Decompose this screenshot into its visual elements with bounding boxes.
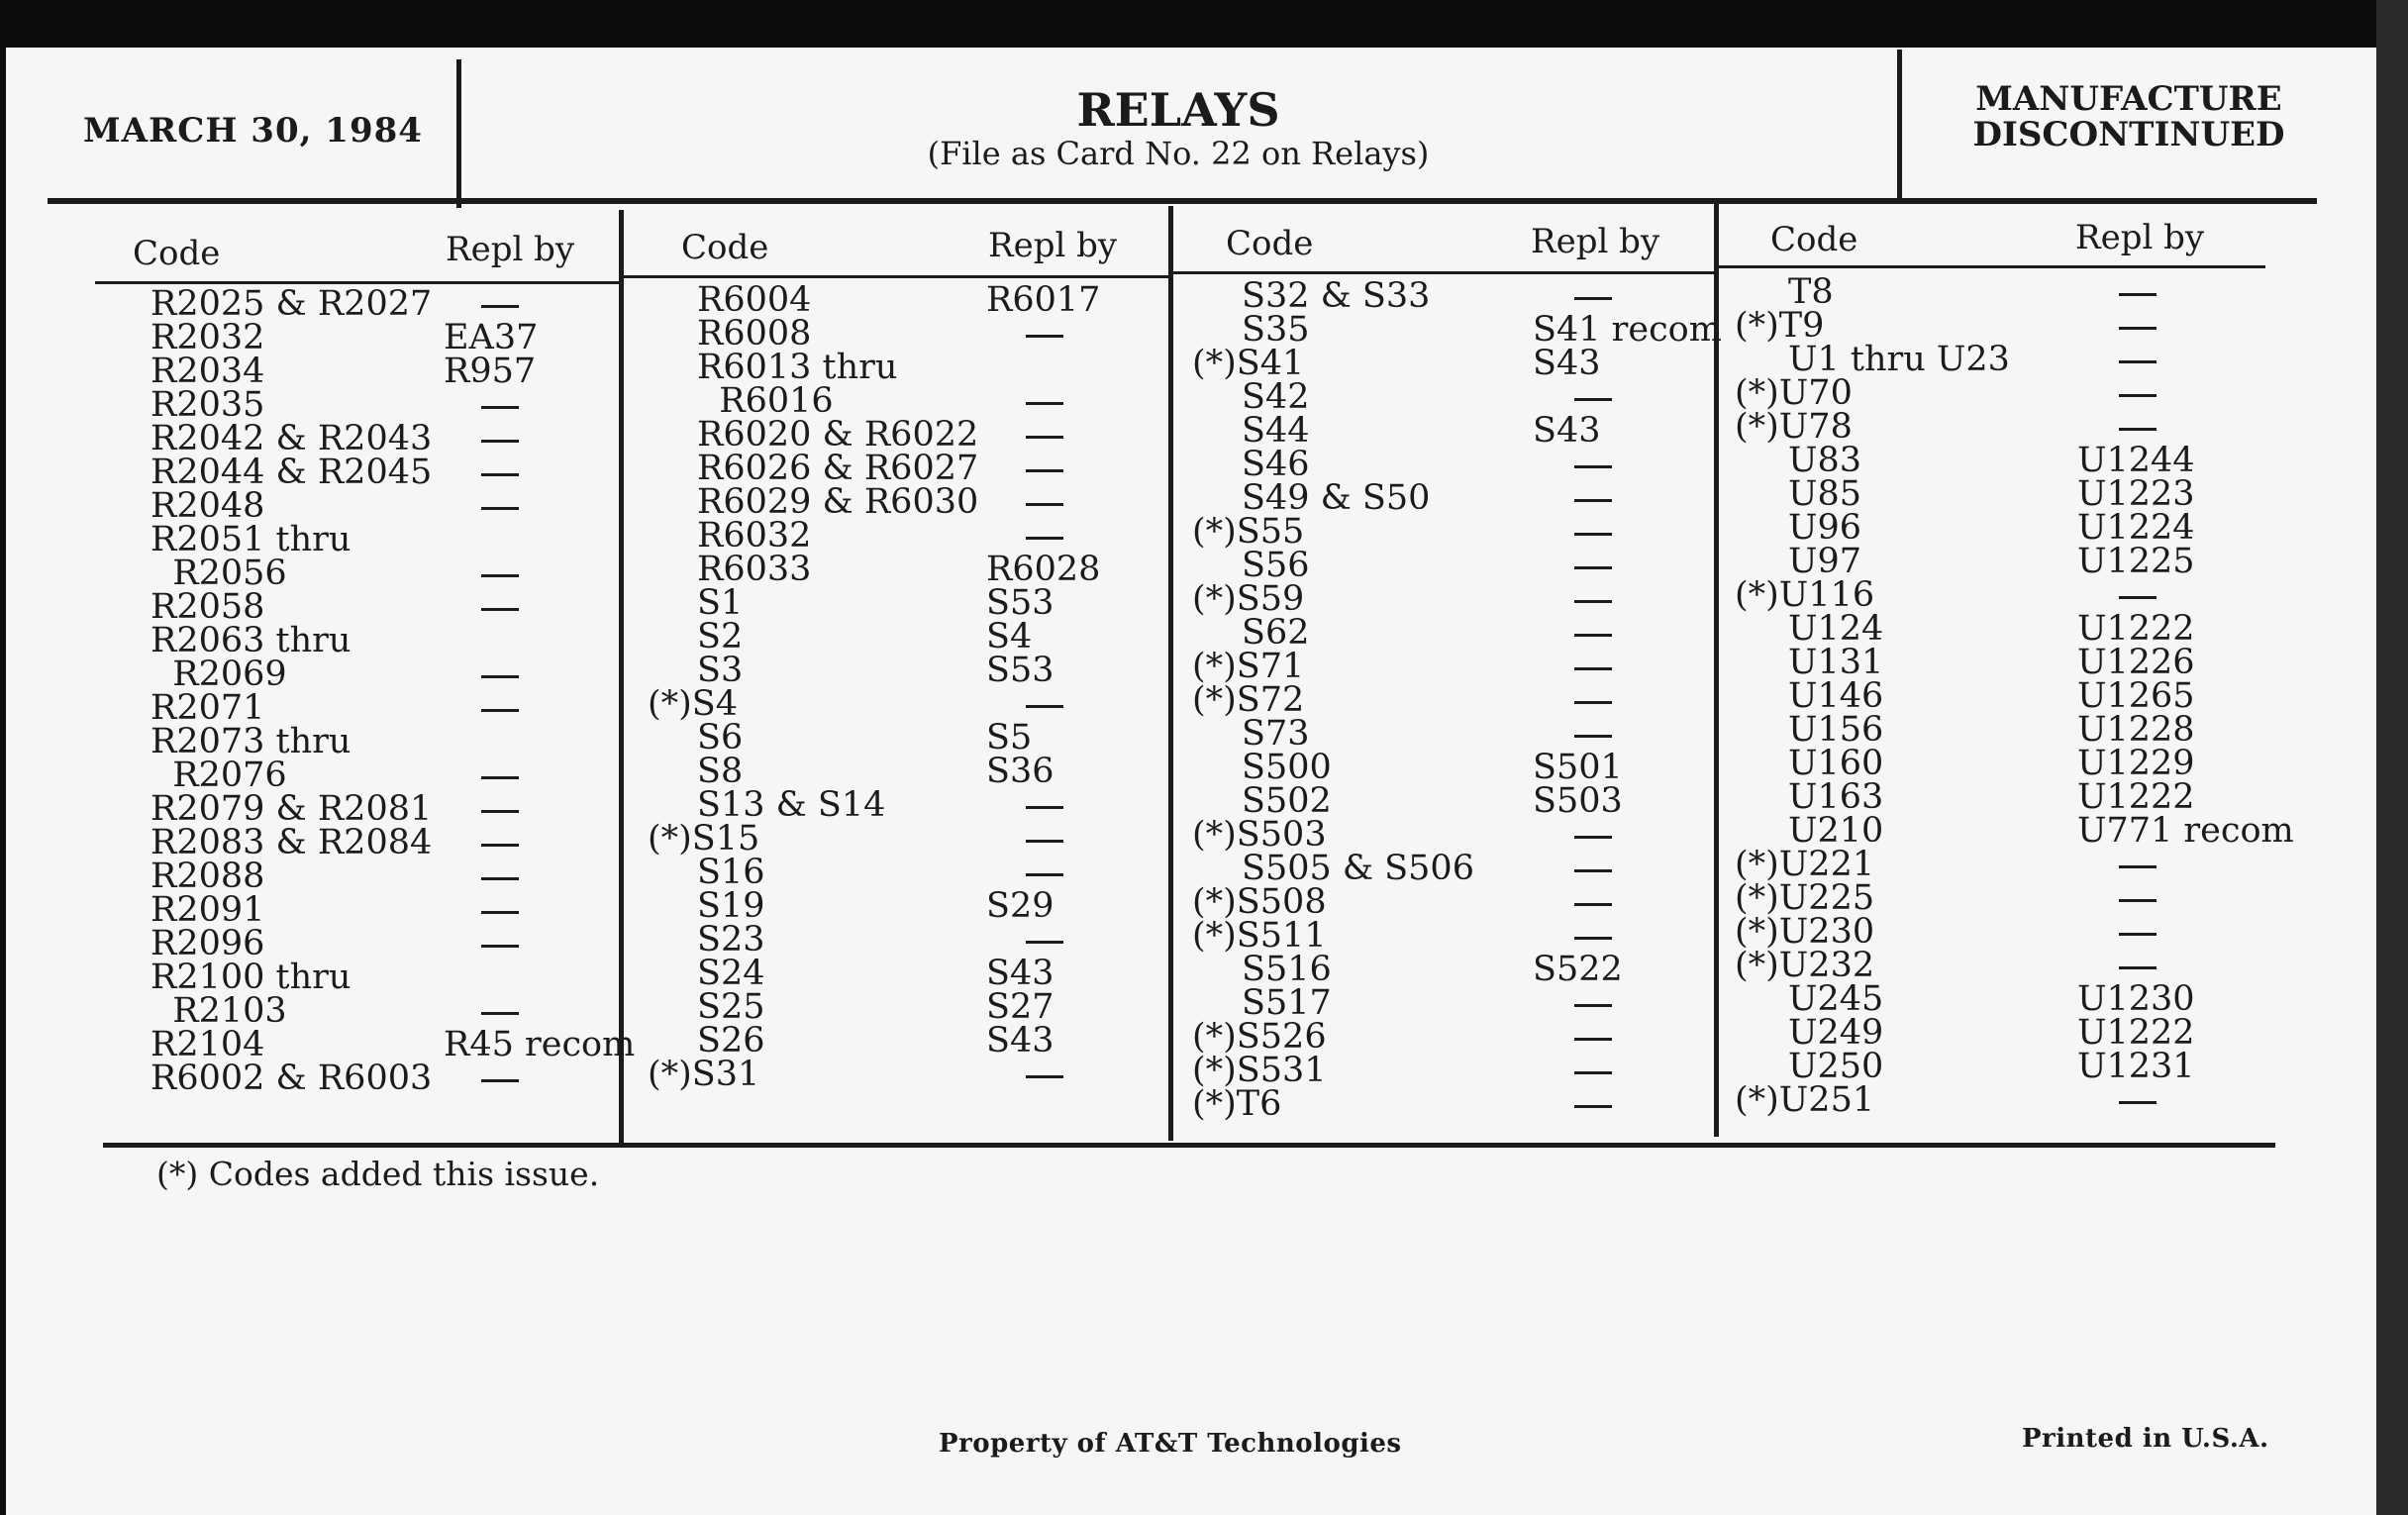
code-cell: R2091 [150, 890, 265, 930]
code-cell: U250 [1788, 1047, 1884, 1086]
repl-dash [1026, 503, 1063, 506]
code-cell: (*)S511 [1192, 916, 1327, 956]
repl-dash [1574, 1038, 1612, 1041]
repl-dash [2119, 865, 2157, 868]
code-cell: S62 [1242, 613, 1310, 653]
repl-dash [481, 305, 519, 308]
code-cell: (*)U221 [1735, 845, 1875, 884]
repl-dash [1574, 735, 1612, 738]
code-cell: R6002 & R6003 [150, 1059, 433, 1098]
repl-cell: S43 [986, 954, 1054, 993]
code-cell: R2076 [150, 756, 287, 795]
code-cell: (*)T9 [1735, 306, 1825, 346]
code-cell: R6033 [697, 550, 812, 589]
code-cell: (*)S71 [1192, 647, 1305, 686]
repl-cell: S41 recom [1533, 310, 1722, 350]
repl-dash [481, 1079, 519, 1082]
repl-dash [2119, 1101, 2157, 1104]
repl-dash [1026, 335, 1063, 338]
column-header-repl-4: Repl by [2075, 218, 2205, 257]
scan-edge [2376, 0, 2408, 1515]
repl-cell: U1228 [2077, 710, 2195, 750]
repl-dash [2119, 327, 2157, 330]
code-cell: R6016 [697, 381, 834, 421]
code-cell: R2048 [150, 486, 265, 526]
repl-dash [1574, 465, 1612, 468]
code-cell: R6032 [697, 516, 812, 556]
column-header-repl-3: Repl by [1531, 222, 1660, 261]
code-cell: (*)U70 [1735, 373, 1853, 413]
repl-dash [2119, 394, 2157, 397]
header-rule [48, 198, 2317, 204]
code-cell: R2025 & R2027 [150, 284, 433, 324]
repl-dash [1026, 941, 1063, 944]
repl-dash [1026, 537, 1063, 540]
repl-dash [1574, 600, 1612, 603]
code-cell: R2051 thru [150, 520, 351, 559]
code-cell: U249 [1788, 1013, 1884, 1053]
code-cell: (*)S15 [648, 819, 760, 858]
repl-dash [1574, 1071, 1612, 1074]
repl-cell: U1230 [2077, 979, 2195, 1019]
code-cell: (*)S531 [1192, 1051, 1327, 1090]
code-cell: (*)S41 [1192, 344, 1305, 383]
repl-dash [1026, 840, 1063, 843]
code-cell: R2069 [150, 655, 287, 694]
code-cell: (*)U251 [1735, 1080, 1875, 1120]
repl-dash [1574, 566, 1612, 569]
repl-cell: S5 [986, 718, 1033, 758]
repl-dash [1574, 869, 1612, 872]
repl-dash [1026, 806, 1063, 809]
column-header-code-1: Code [133, 234, 221, 273]
repl-cell: R6028 [986, 550, 1101, 589]
code-cell: S502 [1242, 781, 1332, 821]
table-bottom-rule [103, 1143, 2275, 1148]
code-cell: R2071 [150, 688, 265, 728]
code-cell: R2083 & R2084 [150, 823, 433, 862]
code-cell: S16 [697, 853, 765, 892]
code-cell: S13 & S14 [697, 785, 886, 825]
code-cell: U210 [1788, 811, 1884, 851]
repl-cell: U1231 [2077, 1047, 2195, 1086]
repl-cell: U1222 [2077, 609, 2195, 649]
code-cell: R2073 thru [150, 722, 351, 761]
repl-dash [1026, 1075, 1063, 1078]
code-cell: S2 [697, 617, 744, 656]
repl-dash [2119, 596, 2157, 599]
repl-dash [481, 911, 519, 914]
code-cell: S23 [697, 920, 765, 960]
repl-dash [1574, 297, 1612, 300]
code-cell: S44 [1242, 411, 1310, 451]
column-header-code-4: Code [1770, 220, 1858, 259]
repl-dash [2119, 966, 2157, 969]
code-cell: R2063 thru [150, 621, 351, 660]
code-cell: S25 [697, 987, 765, 1027]
repl-cell: S522 [1533, 950, 1623, 989]
status-line-1: MANUFACTURE [1975, 79, 2282, 119]
code-cell: S516 [1242, 950, 1332, 989]
repl-cell: U1222 [2077, 1013, 2195, 1053]
repl-cell: U1224 [2077, 508, 2195, 548]
header-divider-right [1897, 50, 1902, 198]
code-cell: U160 [1788, 744, 1884, 783]
repl-dash [1026, 873, 1063, 876]
repl-dash [481, 675, 519, 678]
code-cell: S3 [697, 651, 744, 690]
code-cell: R6020 & R6022 [697, 415, 979, 454]
code-cell: U146 [1788, 676, 1884, 716]
repl-cell: S36 [986, 752, 1054, 791]
code-cell: S500 [1242, 748, 1332, 787]
repl-cell: R45 recom [444, 1025, 636, 1064]
repl-dash [1026, 469, 1063, 472]
column-header-rule-3 [1173, 271, 1714, 274]
code-cell: (*)S55 [1192, 512, 1305, 552]
repl-cell: U1222 [2077, 777, 2195, 817]
code-cell: S42 [1242, 377, 1310, 417]
repl-dash [1026, 705, 1063, 708]
code-cell: R2079 & R2081 [150, 789, 433, 829]
repl-cell: S27 [986, 987, 1054, 1027]
code-cell: (*)S4 [648, 684, 739, 724]
footer-property: Property of AT&T Technologies [939, 1429, 1402, 1459]
code-cell: (*)S503 [1192, 815, 1327, 855]
repl-dash [1574, 634, 1612, 637]
code-cell: S517 [1242, 983, 1332, 1023]
code-cell: R6026 & R6027 [697, 449, 979, 488]
repl-dash [481, 1012, 519, 1015]
code-cell: S24 [697, 954, 765, 993]
repl-cell: S29 [986, 886, 1054, 926]
repl-dash [2119, 360, 2157, 363]
repl-cell: S53 [986, 651, 1054, 690]
column-header-repl-1: Repl by [446, 230, 575, 269]
column-header-code-3: Code [1226, 224, 1314, 263]
code-cell: R6008 [697, 314, 812, 354]
code-cell: U85 [1788, 474, 1862, 514]
column-divider-1 [619, 210, 624, 1143]
repl-dash [481, 844, 519, 847]
repl-cell: U1229 [2077, 744, 2195, 783]
column-header-code-2: Code [681, 228, 769, 267]
code-cell: R6013 thru [697, 348, 898, 387]
code-cell: (*)S526 [1192, 1017, 1327, 1057]
repl-dash [2119, 899, 2157, 902]
repl-cell: S43 [1533, 344, 1601, 383]
code-cell: R2035 [150, 385, 265, 425]
repl-dash [1574, 836, 1612, 839]
repl-dash [2119, 933, 2157, 936]
code-cell: R2044 & R2045 [150, 453, 433, 492]
code-cell: U96 [1788, 508, 1862, 548]
code-cell: R2096 [150, 924, 265, 963]
repl-dash [1574, 499, 1612, 502]
repl-dash [2119, 293, 2157, 296]
repl-dash [481, 608, 519, 611]
code-cell: (*)U78 [1735, 407, 1853, 447]
code-cell: (*)S59 [1192, 579, 1305, 619]
repl-dash [481, 574, 519, 577]
code-cell: U1 thru U23 [1788, 340, 2010, 379]
page-subtitle: (File as Card No. 22 on Relays) [927, 135, 1430, 172]
repl-dash [481, 406, 519, 409]
code-cell: R2034 [150, 352, 265, 391]
repl-dash [481, 473, 519, 476]
page-title: RELAYS [1076, 83, 1280, 137]
code-cell: (*)U225 [1735, 878, 1875, 918]
code-cell: R2103 [150, 991, 287, 1031]
repl-cell: U1244 [2077, 441, 2195, 480]
code-cell: U156 [1788, 710, 1884, 750]
code-cell: T8 [1788, 272, 1834, 312]
repl-cell: R957 [444, 352, 537, 391]
code-cell: R2032 [150, 318, 265, 357]
repl-cell: U1225 [2077, 542, 2195, 581]
issue-date: MARCH 30, 1984 [83, 111, 423, 151]
code-cell: S6 [697, 718, 744, 758]
repl-cell: S501 [1533, 748, 1623, 787]
repl-cell: U1226 [2077, 643, 2195, 682]
repl-cell: S53 [986, 583, 1054, 623]
repl-cell: S43 [1533, 411, 1601, 451]
column-header-rule-4 [1719, 265, 2265, 268]
code-cell: (*)S72 [1192, 680, 1305, 720]
code-cell: U245 [1788, 979, 1884, 1019]
repl-cell: R6017 [986, 280, 1101, 320]
code-cell: R2058 [150, 587, 265, 627]
code-cell: R2042 & R2043 [150, 419, 433, 458]
code-cell: (*)S508 [1192, 882, 1327, 922]
code-cell: (*)T6 [1192, 1084, 1282, 1124]
repl-dash [1574, 1105, 1612, 1108]
code-cell: S35 [1242, 310, 1310, 350]
repl-dash [481, 945, 519, 948]
code-cell: S32 & S33 [1242, 276, 1431, 316]
footer-printed: Printed in U.S.A. [2022, 1424, 2269, 1454]
code-cell: S56 [1242, 546, 1310, 585]
code-cell: U124 [1788, 609, 1884, 649]
repl-dash [1026, 402, 1063, 405]
repl-dash [1574, 937, 1612, 940]
code-cell: S1 [697, 583, 744, 623]
code-cell: S49 & S50 [1242, 478, 1431, 518]
code-cell: R6004 [697, 280, 812, 320]
repl-cell: S43 [986, 1021, 1054, 1060]
repl-dash [1574, 667, 1612, 670]
code-cell: S73 [1242, 714, 1310, 754]
code-cell: R6029 & R6030 [697, 482, 979, 522]
code-cell: U163 [1788, 777, 1884, 817]
code-cell: R2088 [150, 857, 265, 896]
repl-dash [1574, 701, 1612, 704]
code-cell: (*)U230 [1735, 912, 1875, 952]
repl-dash [1574, 903, 1612, 906]
code-cell: S26 [697, 1021, 765, 1060]
repl-dash [1574, 1004, 1612, 1007]
footnote: (*) Codes added this issue. [156, 1155, 600, 1193]
code-cell: S19 [697, 886, 765, 926]
repl-cell: EA37 [444, 318, 539, 357]
repl-dash [481, 776, 519, 779]
column-header-repl-2: Repl by [988, 226, 1118, 265]
repl-cell: S4 [986, 617, 1033, 656]
repl-cell: S503 [1533, 781, 1623, 821]
code-cell: (*)S31 [648, 1055, 760, 1094]
repl-dash [1026, 436, 1063, 439]
status-label [1931, 81, 2327, 152]
code-cell: R2100 thru [150, 958, 351, 997]
code-cell: (*)U232 [1735, 946, 1875, 985]
code-cell: S505 & S506 [1242, 849, 1474, 888]
status-line-2: DISCONTINUED [1972, 115, 2285, 154]
repl-cell: U771 recom [2077, 811, 2294, 851]
code-cell: U131 [1788, 643, 1884, 682]
code-cell: S8 [697, 752, 744, 791]
column-header-rule-2 [624, 275, 1168, 278]
repl-dash [481, 507, 519, 510]
repl-dash [1574, 398, 1612, 401]
code-cell: R2056 [150, 554, 287, 593]
repl-dash [1574, 533, 1612, 536]
repl-cell: U1223 [2077, 474, 2195, 514]
repl-dash [481, 709, 519, 712]
repl-cell: U1265 [2077, 676, 2195, 716]
repl-dash [481, 440, 519, 443]
repl-dash [2119, 428, 2157, 431]
code-cell: U83 [1788, 441, 1862, 480]
code-cell: (*)U116 [1735, 575, 1875, 615]
repl-dash [481, 810, 519, 813]
repl-dash [481, 877, 519, 880]
code-cell: U97 [1788, 542, 1862, 581]
code-cell: S46 [1242, 445, 1310, 484]
column-divider-2 [1168, 206, 1173, 1141]
code-cell: R2104 [150, 1025, 265, 1064]
